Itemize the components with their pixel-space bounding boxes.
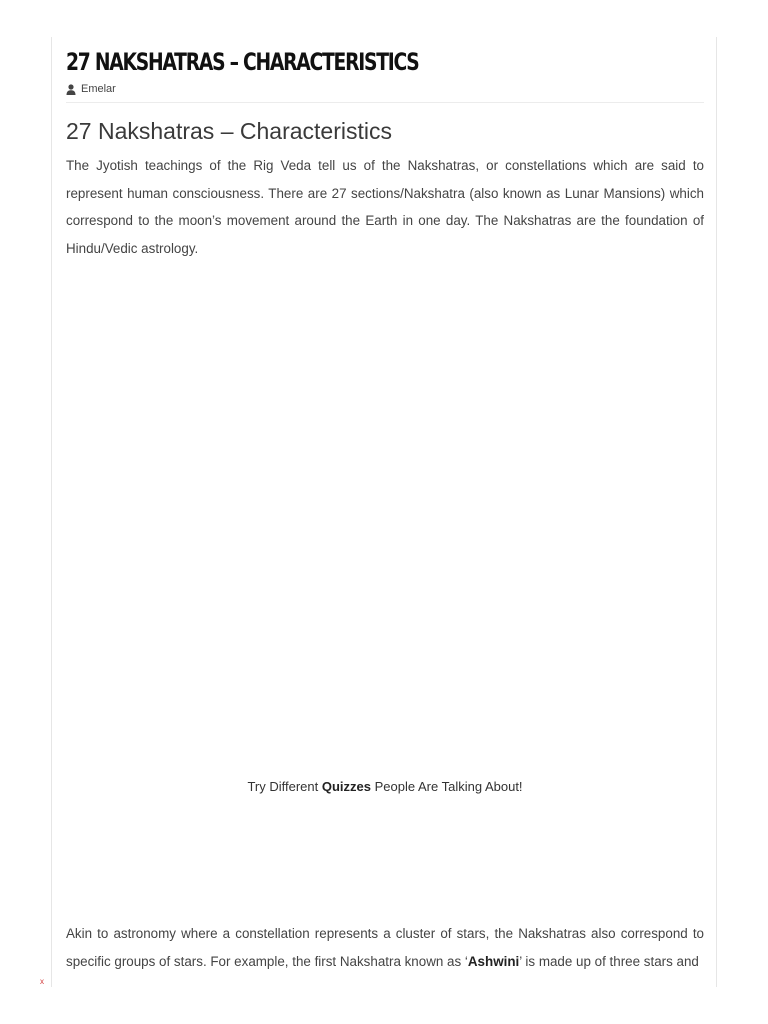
meta-divider	[66, 102, 704, 103]
article-content	[66, 37, 704, 975]
article-column	[51, 37, 717, 987]
para2-end: ’ is made up of three stars and	[519, 953, 699, 969]
quiz-promo-after: People Are Talking About!	[371, 779, 523, 794]
user-icon	[66, 84, 76, 95]
post-meta	[66, 81, 704, 97]
ashwini-paragraph	[66, 920, 704, 975]
quizzes-link[interactable]: Quizzes	[321, 779, 371, 794]
quiz-promo	[66, 778, 704, 796]
post-title: 27 NAKSHATRAS – CHARACTERISTICS	[66, 48, 419, 76]
ad-space-2	[66, 796, 704, 913]
close-icon[interactable]: x	[40, 977, 44, 986]
quiz-promo-before: Try Different	[247, 779, 322, 794]
ad-space	[66, 262, 704, 770]
article-heading: 27 Nakshatras – Characteristics	[66, 118, 392, 144]
intro-paragraph: The Jyotish teachings of the Rig Veda tell us of the Nakshatras, or constellations which are said to represent human consciousness. There are 27 sections/Nakshatra (also known as Lunar Mansions) which correspond to the moon’s movement around the Earth in one day. The Nakshatras are the foundation of Hindu/Vedic astrology.	[66, 158, 704, 256]
para2-start: Akin to astronomy where a constellation represents a cluster of stars, the Nakshatras also correspond to specific groups of stars. For example, the first Nakshatra known as ‘	[66, 926, 704, 969]
ashwini-term: Ashwini	[467, 953, 520, 969]
author-link[interactable]: Emelar	[81, 83, 116, 95]
